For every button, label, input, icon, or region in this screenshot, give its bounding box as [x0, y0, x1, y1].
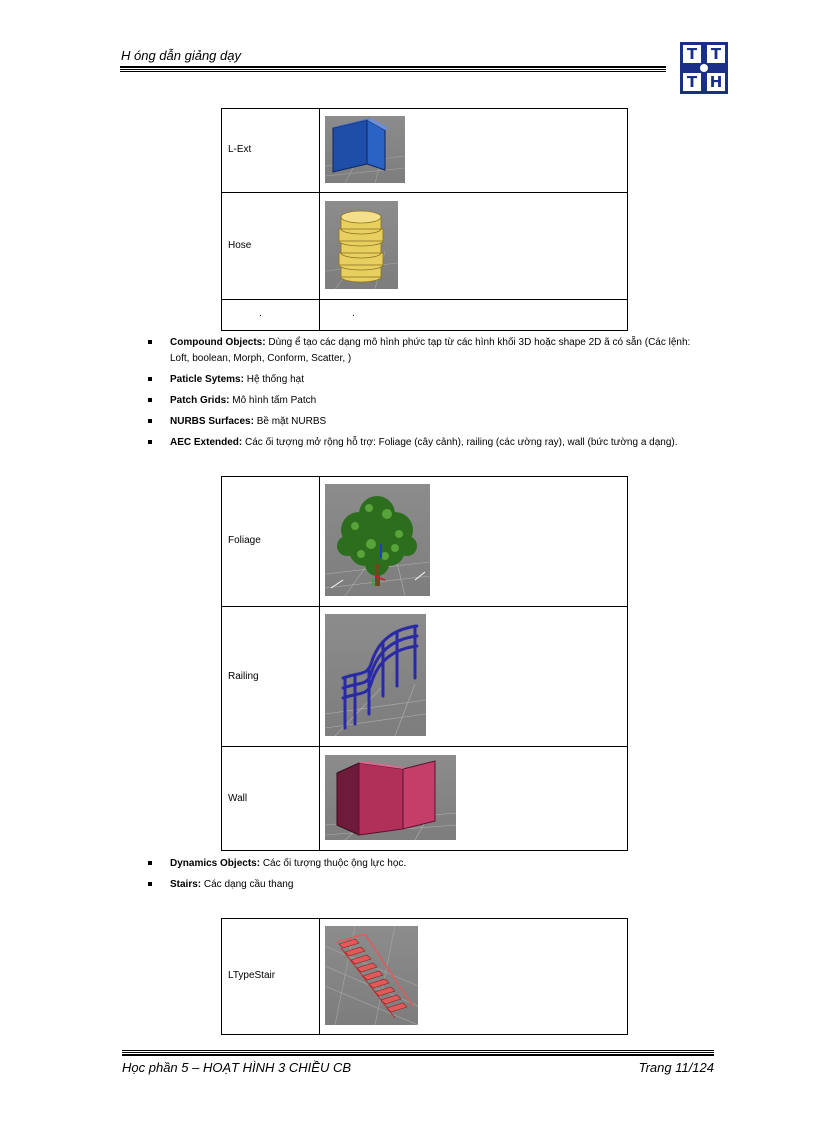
bullet-icon [148, 882, 152, 886]
footer-rule [122, 1050, 714, 1051]
bullet-term: Paticle Sytems: [170, 374, 244, 385]
footer-rule [122, 1054, 714, 1056]
bullet-term: Dynamics Objects: [170, 858, 261, 869]
table-row-label: Hose [228, 240, 252, 251]
bullet-term: NURBS Surfaces: [170, 416, 254, 427]
logo-letter: T [683, 73, 701, 91]
hose-image [325, 201, 398, 289]
list-item [170, 856, 750, 872]
logo-letter: T [707, 45, 725, 63]
bullet-term: AEC Extended: [170, 437, 243, 448]
bullet-icon [148, 419, 152, 423]
bullet-text: Các ối tượng mở rộng hỗ trợ: Foliage (cây cảnh), railing (các ường ray), wall (bức tường a dạng). [242, 437, 678, 448]
bullet-icon [148, 398, 152, 402]
bullet-icon [148, 861, 152, 865]
page-number: Trang 11/124 [638, 1060, 714, 1075]
list-item [170, 414, 750, 430]
footer-course-title: Học phần 5 – HOẠT HÌNH 3 CHIỀU CB [122, 1060, 352, 1075]
bullet-text: Hệ thống hạt [243, 374, 304, 385]
bullet-term: Stairs: [170, 879, 202, 890]
ltype-stair-image [325, 926, 418, 1025]
institution-logo [680, 42, 728, 94]
bullet-text: Dùng ể tạo các dạng mô hình phức tạp từ các hình khối 3D hoặc shape 2D ã có sẵn (Các lệnh: [265, 337, 691, 348]
header-rule [120, 69, 666, 70]
table-row-label: Foliage [228, 535, 261, 546]
l-ext-image [325, 116, 405, 183]
bullet-text: Các ối tượng thuộc ộng lực học. [260, 858, 407, 869]
table-divider [319, 918, 320, 1035]
bullet-text: Mô hình tấm Patch [229, 395, 317, 406]
table-divider [221, 746, 628, 747]
table-divider [221, 606, 628, 607]
header-rule [120, 71, 666, 72]
bullet-term: Compound Objects: [170, 337, 266, 348]
table-divider [319, 108, 320, 331]
list-item [170, 435, 750, 451]
header-title: H óng dẫn giảng dạy [121, 48, 241, 63]
table-row-label: LTypeStair [228, 970, 276, 981]
foliage-image [325, 484, 430, 596]
bullet-icon [148, 377, 152, 381]
table-row-label: . [259, 308, 262, 319]
table-divider [221, 192, 628, 193]
bullet-term: Patch Grids: [170, 395, 230, 406]
logo-letter: H [707, 73, 725, 91]
header-rule [120, 66, 666, 68]
footer-rule [122, 1052, 714, 1053]
table-row-label: Wall [228, 793, 248, 804]
list-item [170, 393, 750, 409]
table-row-value: . [352, 308, 355, 319]
list-item [170, 372, 750, 388]
table-divider [221, 299, 628, 300]
table-divider [319, 476, 320, 851]
wall-image [325, 755, 456, 840]
table-row-label: L-Ext [228, 144, 252, 155]
table-row-label: Railing [228, 671, 259, 682]
objects-table-1 [221, 108, 628, 331]
bullet-icon [148, 340, 152, 344]
objects-table-3 [221, 918, 628, 1035]
bullet-text: Các dạng cầu thang [201, 879, 294, 890]
list-item [170, 335, 750, 367]
railing-image [325, 614, 426, 736]
bullet-text: Loft, boolean, Morph, Conform, Scatter, ) [170, 353, 352, 364]
logo-emblem-icon [698, 62, 710, 74]
bullet-icon [148, 440, 152, 444]
list-item [170, 877, 750, 893]
logo-letter: T [683, 45, 701, 63]
bullet-text: Bề mặt NURBS [253, 416, 327, 427]
